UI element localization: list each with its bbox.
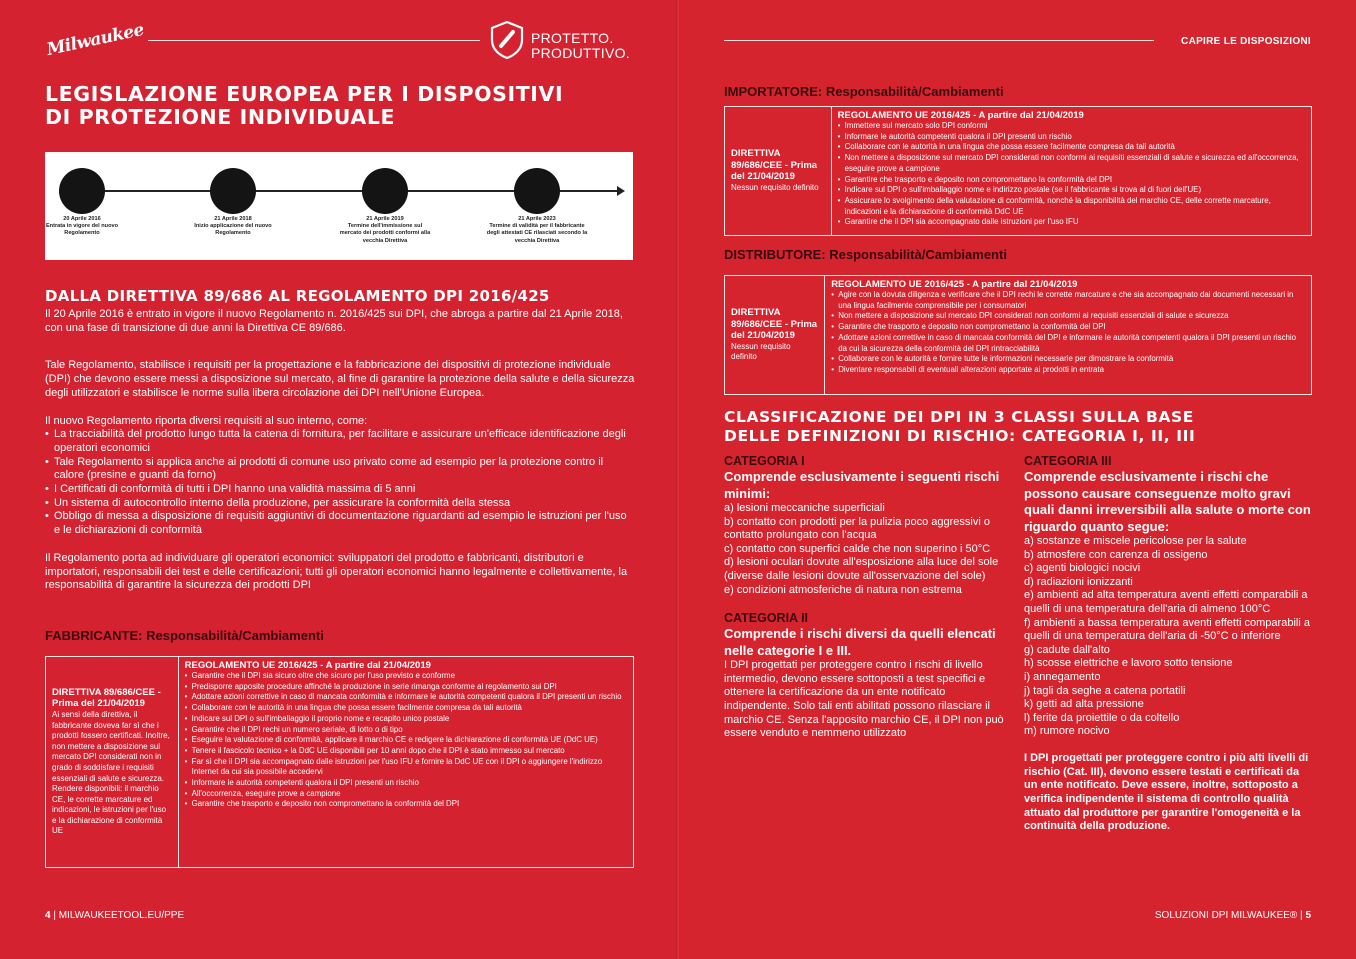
list-item: e) ambienti ad alta temperatura aventi effetti comparabili a quelli di una temperatura dell'aria di almeno 100°C — [1024, 589, 1308, 615]
table-left-text: Nessun requisito definito — [731, 182, 819, 192]
table-left-title: DIRETTIVA 89/686/CEE - Prima del 21/04/2019 — [52, 686, 161, 710]
paragraph: Il Regolamento porta ad individuare gli operatori economici: sviluppatori del prodotto e fabbricanti, distributori e importatori, responsabili dei test e delle certificazioni; tutti gli operatori economici hanno legalmente e collettivamente, la responsabilità di garantire la sicurezza dei prodotti DPI — [45, 551, 628, 592]
list-item: • Garantire che trasporto e deposito non compromettano la conformità del DPI — [831, 322, 1305, 333]
heading-rest: Responsabilità/Cambiamenti — [829, 247, 1007, 262]
list-item: c) contatto con superfici calde che non superino i 50°C — [724, 542, 991, 555]
category-3-title: CATEGORIA III — [1024, 454, 1112, 468]
table-left-cell — [725, 276, 825, 394]
table-left-title: DIRETTIVA 89/686/CEE - Prima del 21/04/2019 — [731, 148, 818, 183]
left-page — [0, 0, 677, 959]
category-1-heading: Comprende esclusivamente i seguenti rischi minimi: — [724, 469, 1000, 501]
timeline — [45, 152, 633, 260]
list-item: • All'occorrenza, eseguire prove a campione — [185, 789, 627, 800]
list-item: • Adottare azioni correttive in caso di mancata conformità del DPI e informare le autorità competenti qualora il DPI presenti un rischio da cui la sicurezza della conformità del DPI rintracciabilità — [831, 333, 1305, 354]
importatore-heading — [724, 84, 1004, 99]
shield-icon — [489, 20, 525, 60]
list-item: a) lesioni meccaniche superficiali — [724, 502, 885, 514]
header-rule — [724, 40, 1154, 41]
timeline-dot — [514, 168, 560, 214]
list-item: d) radiazioni ionizzanti — [1024, 575, 1133, 588]
list-item: • Tenere il fascicolo tecnico + la DdC UE disponibili per 10 anni dopo che il DPI è stato immesso sul mercato — [185, 746, 627, 757]
fabbricante-table — [45, 656, 634, 868]
requirements-list — [45, 428, 635, 538]
table-right-cell — [179, 657, 633, 867]
intro-text — [45, 308, 635, 593]
category-2-heading: Comprende i rischi diversi da quelli elencati nelle categorie I e III. — [724, 626, 996, 658]
timeline-date: 20 Aprile 2016 — [63, 216, 101, 222]
page-title-line-1: LEGISLAZIONE EUROPEA PER I DISPOSITIVI — [45, 82, 564, 106]
category-column-right — [1024, 453, 1314, 834]
brand-tagline — [531, 31, 630, 61]
paragraph: Tale Regolamento, stabilisce i requisiti per la progettazione e la fabbricazione dei dispositivi di protezione individuale (DPI) che devono essere messi a disposizione sul mercato, al fine di garantire la protezione della salute e della sicurezza degli utilizzatori e stabilisce le norme sulla libera circolazione dei DPI nell'Unione Europea. — [45, 359, 635, 399]
list-item: a) sostanze e miscele pericolose per la salute — [1024, 535, 1247, 547]
category-2-text: I DPI progettati per proteggere contro i rischi di livello intermedio, devono essere sottoposti a test specifici e ottenere la certificazione da un ente notificato indipendente. Solo tali enti abilitati possono rilasciare il marchio CE. Senza l'apposito marchio CE, il DPI non può essere venduto e nemmeno utilizzato — [724, 659, 1004, 740]
list-item: • Tale Regolamento si applica anche ai prodotti di comune uso privato come ad esempio per la protezione contro il calore (presine e guanti da forno) — [45, 456, 635, 483]
list-item: • Assicurare lo svolgimento della valutazione di conformità, nonché la disponibilità del marchio CE, delle corrette marcature, indicazioni e la dichiarazione di conformità DdC UE — [838, 196, 1305, 217]
left-footer: 4 | MILWAUKEETOOL.EU/PPE — [45, 910, 185, 921]
footer-url[interactable]: MILWAUKEETOOL.EU/PPE — [58, 910, 185, 921]
timeline-desc: Entrata in vigore del nuovo Regolamento — [45, 223, 119, 237]
timeline-date: 21 Aprile 2023 — [518, 216, 556, 222]
classification-title-line-1: CLASSIFICAZIONE DEI DPI IN 3 CLASSI SULLA BASE — [724, 408, 1194, 426]
table-right-cell — [825, 276, 1311, 394]
list-item: • Collaborare con le autorità in una lingua che possa essere facilmente compresa da tali autorità — [185, 703, 627, 714]
footer-brand: SOLUZIONI DPI MILWAUKEE® — [1154, 910, 1298, 921]
list-item: d) lesioni oculari dovute all'esposizione alla luce del sole (diverse dalle lesioni dovute all'osservazione del sole) — [724, 556, 999, 582]
timeline-label — [22, 216, 142, 238]
list-item: • Immettere sul mercato solo DPI conformi — [838, 121, 1305, 132]
category-3-note: I DPI progettati per proteggere contro i più alti livelli di rischio (Cat. III), devono essere testati e certificati da un ente notificato. Deve essere, inoltre, sottoposto a verifica indipendente il sistema di controllo qualità attuato dal produttore per garantire l'omogeneità e la continuità della produzione. — [1024, 751, 1309, 833]
table-left-title: DIRETTIVA 89/686/CEE - Prima del 21/04/2019 — [731, 307, 818, 342]
list-item: • Agire con la dovuta diligenza e verificare che il DPI rechi le corrette marcature e che sia accompagnato dai documenti necessari in una lingua facilmente comprensibile per i consumatori — [831, 290, 1305, 311]
page-number: 5 — [1305, 910, 1311, 921]
table-left-text: Nessun requisito definito — [731, 341, 791, 362]
importatore-table — [724, 106, 1312, 236]
timeline-desc: Termine dell'immissione sul mercato dei prodotti conformi alla vecchia Direttiva — [339, 223, 431, 244]
list-item: • Un sistema di autocontrollo interno della produzione, per assicurare la conformità della stessa — [45, 497, 635, 511]
table-left-text: Ai sensi della direttiva, il fabbricante doveva far sì che i prodotti fossero certificati. Inoltre, non mettere a disposizione sul mercato DPI considerati non in grado di soddisfare i requisiti essenziali di salute e sicurezza. Rendere disponibili: il marchio CE, le corrette marcature ed indicazioni, le istruzioni per l'uso e la dichiarazione di conformità UE — [52, 709, 170, 836]
list-item: • Garantire che il DPI sia accompagnato dalle istruzioni per l'uso IFU — [838, 217, 1305, 228]
section-tag: CAPIRE LE DISPOSIZIONI — [1181, 36, 1311, 47]
timeline-dot — [59, 168, 105, 214]
brand-line-2: PRODUTTIVO. — [531, 45, 630, 61]
list-item: b) contatto con prodotti per la pulizia poco aggressivi o contatto prolungato con l'acqua — [724, 515, 990, 542]
section-title-directive: DALLA DIRETTIVA 89/686 AL REGOLAMENTO DPI 2016/425 — [45, 287, 550, 305]
table-items — [185, 671, 627, 810]
list-item: • Obbligo di messa a disposizione di requisiti aggiuntivi di documentazione riguardanti ad esempio le istruzioni per l'uso e le dichiarazioni di conformità — [45, 510, 635, 537]
right-page — [679, 0, 1356, 959]
page-title-line-2: DI PROTEZIONE INDIVIDUALE — [45, 105, 396, 129]
right-footer: SOLUZIONI DPI MILWAUKEE® | 5 — [1154, 910, 1311, 921]
table-left-cell — [725, 107, 832, 235]
classification-title — [724, 408, 1195, 446]
timeline-dot — [210, 168, 256, 214]
list-item: • Far sì che il DPI sia accompagnato dalle istruzioni per l'uso IFU e fornire la DdC UE con il DPI o aggiungere l'indirizzo Internet da cui sia possibile accedervi — [185, 757, 627, 778]
table-right-cell — [832, 107, 1311, 235]
timeline-label — [325, 216, 445, 245]
paragraph: Il 20 Aprile 2016 è entrato in vigore il nuovo Regolamento n. 2016/425 sui DPI, che abroga a partire dal 21 Aprile 2018, con una fase di transizione di due anni la Direttiva CE 89/686. — [45, 308, 623, 334]
heading-label: IMPORTATORE: — [724, 84, 823, 99]
list-item: • Garantire che il DPI sia sicuro oltre che sicuro per l'uso previsto e conforme — [185, 671, 627, 682]
timeline-date: 21 Aprile 2018 — [214, 216, 252, 222]
table-items — [838, 121, 1305, 228]
table-right-title: REGOLAMENTO UE 2016/425 - A partire dal 21/04/2019 — [184, 660, 431, 671]
list-item: • Informare le autorità competenti qualora il DPI presenti un rischio — [838, 132, 1305, 143]
heading-rest: Responsabilità/Cambiamenti — [825, 84, 1004, 99]
heading-rest: Responsabilità/Cambiamenti — [146, 628, 324, 643]
category-1-title: CATEGORIA I — [724, 454, 805, 468]
list-item: • Non mettere a disposizione sul mercato DPI considerati non conformi ai requisiti essenziali di salute e sicurezza — [831, 311, 1305, 322]
list-item: • I Certificati di conformità di tutti i DPI hanno una validità massima di 5 anni — [45, 483, 635, 497]
timeline-desc: Termine di validità per il fabbricante degli attestati CE rilasciati secondo la vecchia Direttiva — [486, 223, 588, 244]
category-3-heading: Comprende esclusivamente i rischi che possono causare conseguenze molto gravi quali danni irreversibili alla salute o morte con riguardo quanto segue: — [1024, 469, 1311, 534]
category-2-title: CATEGORIA II — [724, 611, 809, 626]
list-item: • Eseguire la valutazione di conformità, applicare il marchio CE e redigere la dichiarazione di conformità UE (DdC UE) — [185, 735, 627, 746]
list-item: • Garantire che il DPI rechi un numero seriale, di lotto o di tipo — [185, 725, 627, 736]
fabbricante-heading — [45, 628, 324, 643]
timeline-arrow-icon — [617, 186, 625, 196]
list-item: e) condizioni atmosferiche di natura non estrema — [724, 583, 962, 596]
table-left-cell — [46, 657, 179, 867]
milwaukee-logo: Milwaukee — [44, 19, 146, 61]
list-item: • Predisporre apposite procedure affinché la produzione in serie rimanga conforme al regolamento sui DPI — [185, 682, 627, 693]
list-item: l) ferite da proiettile o da coltello — [1024, 711, 1180, 724]
list-item: • Diventare responsabili di eventuali alterazioni apportate ai prodotti in entrata — [831, 365, 1305, 376]
list-item: k) getti ad alta pressione — [1024, 698, 1144, 711]
list-item: b) atmosfere con carenza di ossigeno — [1024, 548, 1208, 561]
list-item: • Collaborare con le autorità e fornire tutte le informazioni necessarie per dimostrare la conformità — [831, 354, 1305, 365]
list-item: f) ambienti a bassa temperatura aventi effetti comparabili a quelli di una temperatura dell'aria di -50°C o inferiore — [1024, 616, 1310, 643]
timeline-label — [173, 216, 293, 238]
page-number: 4 — [45, 910, 51, 921]
list-item: • La tracciabilità del prodotto lungo tutta la catena di fornitura, per facilitare e assicurare un'efficace identificazione degli operatori economici — [45, 428, 635, 455]
timeline-label — [477, 216, 597, 245]
paragraph: Il nuovo Regolamento riporta diversi requisiti al suo interno, come: — [45, 414, 368, 427]
list-item: m) rumore nocivo — [1024, 725, 1110, 738]
list-item: • Informare le autorità competenti qualora il DPI presenti un rischio — [185, 778, 627, 789]
heading-label: DISTRIBUTORE: — [724, 247, 826, 262]
list-item: • Indicare sul DPI o sull'imballaggio nome e indirizzo postale (se il fabbricante si trova al di fuori dell'UE) — [838, 185, 1305, 196]
distributore-table — [724, 275, 1312, 395]
list-item: g) cadute dall'alto — [1024, 643, 1110, 656]
timeline-desc: Inizio applicazione del nuovo Regolamento — [194, 223, 272, 237]
list-item: • Garantire che trasporto e deposito non compromettano la conformità del DPI — [185, 799, 627, 810]
list-item: • Collaborare con le autorità in una lingua che possa essere facilmente compresa da tali autorità — [838, 142, 1305, 153]
distributore-heading — [724, 247, 1007, 262]
list-item: • Non mettere a disposizione sul mercato DPI considerati non conformi ai requisiti essenziali di salute e sicurezza ed all'occorrenza, eseguire prove a campione — [838, 153, 1305, 174]
table-right-title: REGOLAMENTO UE 2016/425 - A partire dal 21/04/2019 — [837, 110, 1084, 121]
header-rule — [148, 40, 480, 41]
list-item: h) scosse elettriche e lavoro sotto tensione — [1024, 657, 1233, 670]
timeline-dot — [362, 168, 408, 214]
brand-line-1: PROTETTO. — [531, 30, 614, 46]
list-item: • Garantire che trasporto e deposito non compromettano la conformità del DPI — [838, 175, 1305, 186]
heading-label: FABBRICANTE: — [45, 628, 143, 643]
list-item: • Adottare azioni correttive in caso di mancata conformità e informare le autorità competenti qualora il DPI presenti un rischio — [185, 692, 627, 703]
classification-title-line-2: DELLE DEFINIZIONI DI RISCHIO: CATEGORIA I, II, III — [724, 427, 1196, 445]
table-right-title: REGOLAMENTO UE 2016/425 - A partire dal 21/04/2019 — [831, 279, 1078, 290]
list-item: c) agenti biologici nocivi — [1024, 562, 1141, 575]
timeline-date: 21 Aprile 2019 — [366, 216, 404, 222]
category-column-left — [724, 453, 1014, 741]
page-title — [45, 83, 563, 129]
table-items — [831, 290, 1305, 376]
list-item: i) annegamento — [1024, 670, 1101, 683]
list-item: j) tagli da seghe a catena portatili — [1024, 684, 1186, 697]
list-item: • Indicare sul DPI o sull'imballaggio il proprio nome e recapito unico postale — [185, 714, 627, 725]
